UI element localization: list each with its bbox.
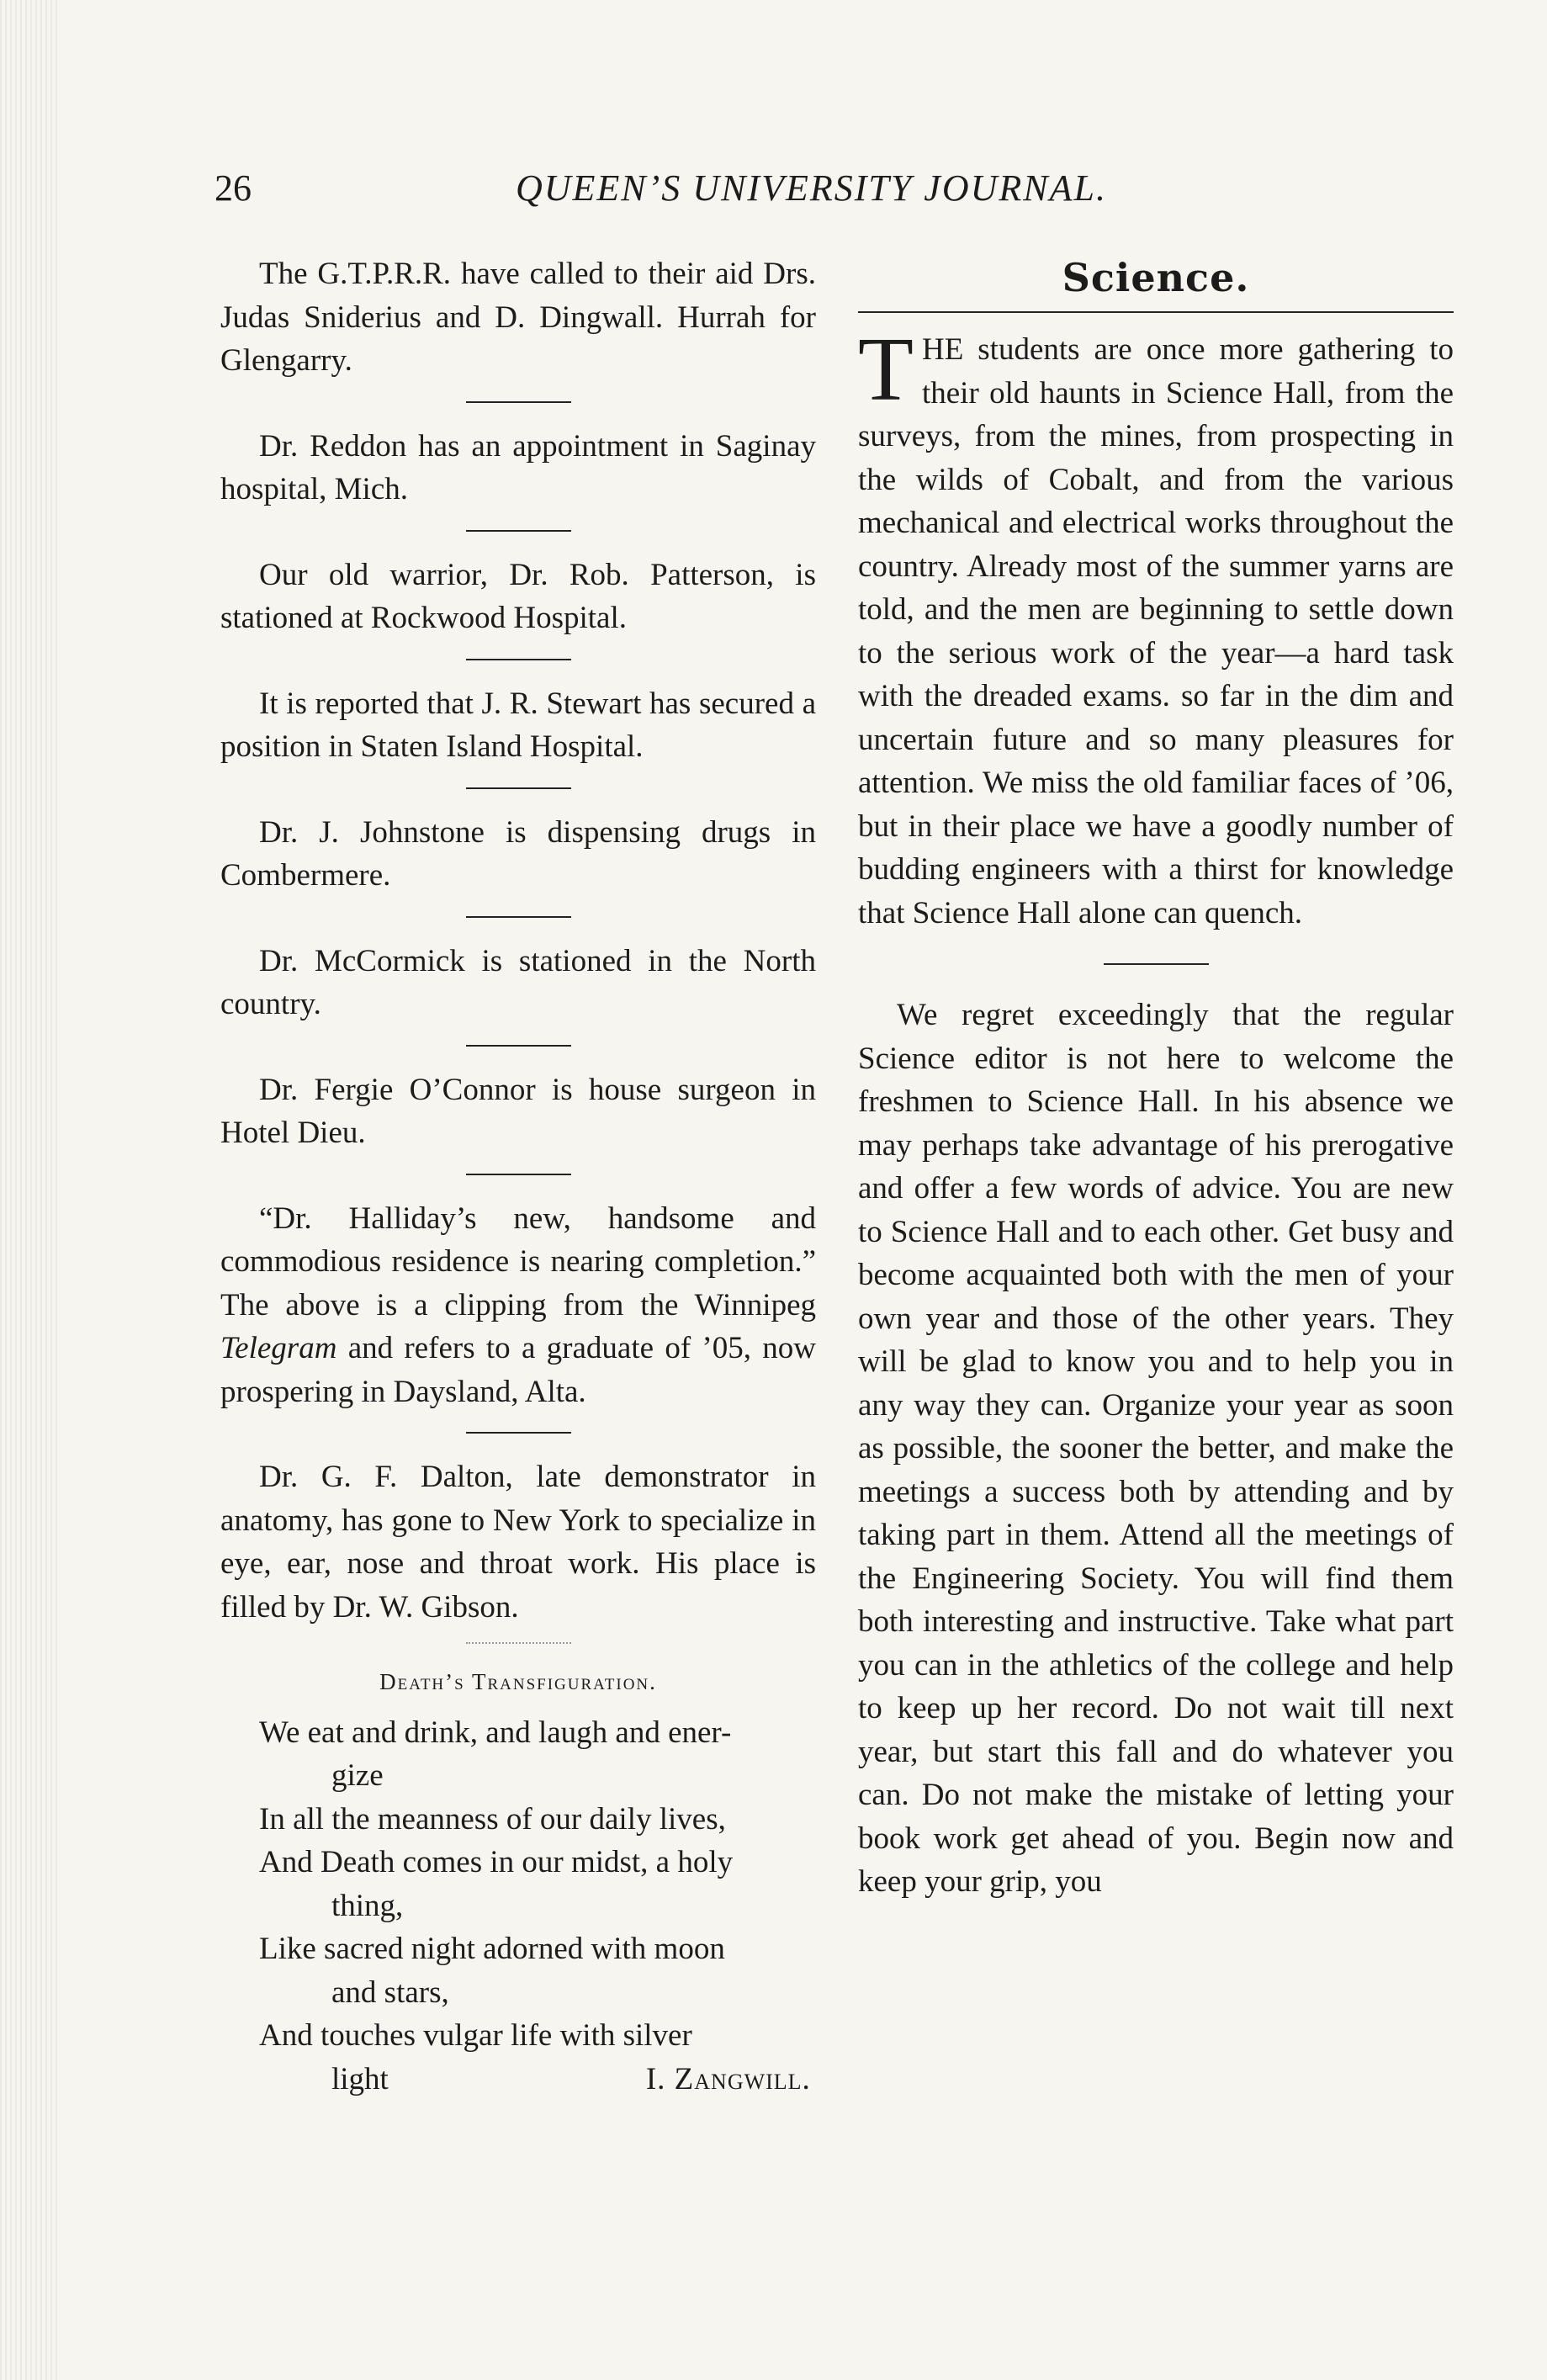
poem-author: I. Zangwill. <box>645 2061 811 2096</box>
advice-paragraph: We regret exceedingly that the regular Science editor is not here to welcome the freshmen to Science Hall. In his absence we may perhaps take advantage of his prerogative and offer a few words of advice. You are new to Science Hall and to each other. Get busy and become acquainted both with the men of your own year and those of the other years. They will be glad to know you and to help you in any way they can. Organize your year as soon as possible, the sooner the better, and make the meetings a success both by attending and by taking part in them. Attend all the meetings of the Engineering Society. You will find them both interesting and instructive. Take what part you can in the athletics of the college and help to keep up her record. Do not wait till next year, but start this fall and do whatever you can. Do not make the mistake of letting your book work get ahead of you. Begin now and keep your grip, you <box>858 998 1454 1899</box>
news-item: Our old warrior, Dr. Rob. Patterson, is stationed at Rockwood Hospital. <box>220 557 816 635</box>
separator-rule <box>466 659 571 660</box>
news-item: Dr. McCormick is stationed in the North country. <box>220 943 816 1021</box>
poem-line: and stars, <box>331 1974 449 2010</box>
separator-rule <box>466 1045 571 1047</box>
separator-rule <box>1104 963 1209 965</box>
separator-rule <box>466 787 571 789</box>
poem-line: Like sacred night adorned with moon <box>259 1932 725 1966</box>
poem-line: We eat and drink, and laugh and ener- <box>259 1715 732 1750</box>
poem-line: And Death comes in our midst, a holy <box>259 1845 734 1879</box>
left-column <box>220 252 816 2101</box>
intro-text: HE students are once more gathering to their old haunts in Science Hall, from the surveys, from the mines, from prospecting in the wilds of Cobalt, and from the various mechanical and electrical works throughout the country. Already most of the summer yarns are told, and the men are beginning to settle down to the serious work of the year—a hard task with the dreaded exams. so far in the dim and uncertain future and so many pleasures for attention. We miss the old familiar faces of ’06, but in their place we have a goodly number of budding engineers with a thirst for knowledge that Science Hall alone can quench. <box>858 332 1454 930</box>
news-item-halliday <box>220 1197 816 1414</box>
poem-body <box>220 1711 816 2102</box>
poem-line: gize <box>331 1758 384 1793</box>
right-column <box>858 252 1454 1904</box>
page-number: 26 <box>215 167 252 209</box>
separator-rule <box>466 916 571 918</box>
section-title: Science. <box>1062 255 1250 300</box>
telegram-italic: Telegram <box>220 1331 337 1365</box>
news-item: Dr. J. Johnstone is dispensing drugs in Combermere. <box>220 814 816 893</box>
separator-rule <box>466 1174 571 1175</box>
news-item: The G.T.P.R.R. have called to their aid Drs. Judas Sniderius and D. Dingwall. Hurrah for Glengarry. <box>220 257 816 378</box>
news-item: Dr. Reddon has an appointment in Saginay hospital, Mich. <box>220 428 816 506</box>
section-rule <box>858 311 1454 313</box>
scan-edge-shadow <box>0 0 59 2380</box>
poem-line: thing, <box>331 1888 404 1923</box>
news-item: Dr. Fergie O’Connor is house surgeon in Hotel Dieu. <box>220 1072 816 1150</box>
poem-line: In all the meanness of our daily lives, <box>259 1801 726 1837</box>
poem-line: light I. Zangwill. <box>220 2058 816 2102</box>
halliday-text-end: and refers to a graduate of ’05, now prospering in Daysland, Alta. <box>220 1331 816 1409</box>
page-header <box>215 167 1308 225</box>
news-item-dalton: Dr. G. F. Dalton, late demonstrator in anatomy, has gone to New York to specialize in eye, ear, nose and throat work. His place is filled by Dr. W. Gibson. <box>220 1460 816 1625</box>
halliday-text-start: “Dr. Halliday’s new, handsome and commodious residence is nearing completion.” The above is a clipping from the Winnipeg <box>220 1201 816 1323</box>
separator-rule <box>466 1432 571 1434</box>
poem-title: Death’s Transfiguration. <box>379 1669 657 1694</box>
news-item: It is reported that J. R. Stewart has secured a position in Staten Island Hospital. <box>220 686 816 764</box>
drop-cap: T <box>858 320 914 420</box>
journal-title: QUEEN’S UNIVERSITY JOURNAL. <box>516 167 1107 209</box>
separator-rule <box>466 401 571 403</box>
separator-rule <box>466 530 571 532</box>
poem-line: And touches vulgar life with silver <box>259 2018 692 2053</box>
intro-paragraph <box>858 320 1454 935</box>
faint-rule <box>466 1642 571 1644</box>
